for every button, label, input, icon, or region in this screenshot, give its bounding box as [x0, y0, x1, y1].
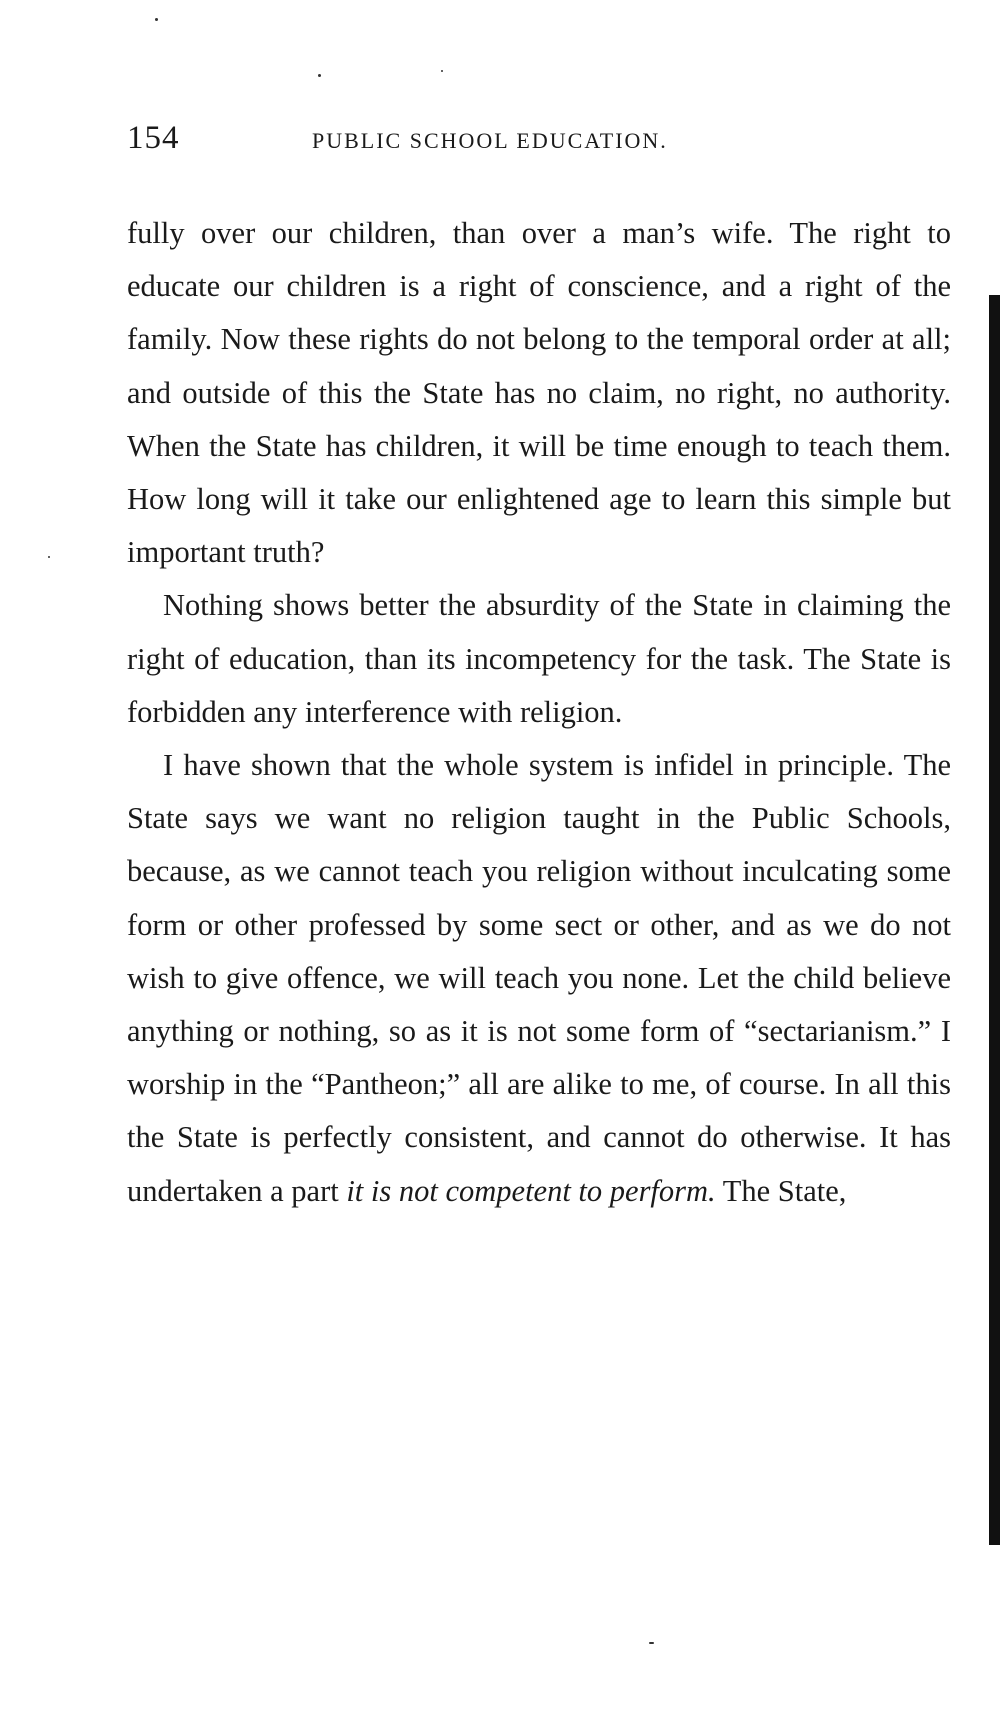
print-speck	[48, 556, 50, 558]
paragraph: Nothing shows better the absurdity of the State in claiming the right of education, than its incompetency for the task. The State is forbidden any interference with religion.	[127, 588, 951, 729]
paragraph-text: I have shown that the whole system is infidel in principle. The State says we want no religion taught in the Public Schools, because, as we cannot teach you religion without inculcating some form or other professed by some sect or other, and as we do not wish to give offence, we will teach you none. Let the child believe anything or nothing, so as it is not some form of “sectarianism.” I worship in the “Pantheon;” all are alike to me, of course. In all this the State is perfectly consistent, and cannot do otherwise. It has undertaken a part	[127, 748, 951, 1208]
paragraph	[127, 739, 951, 1218]
page-number: 154	[127, 120, 180, 156]
italic-phrase: it is not competent to perform.	[346, 1173, 716, 1208]
print-speck	[649, 1642, 654, 1644]
print-speck	[155, 18, 158, 21]
print-speck	[441, 70, 443, 72]
running-head	[127, 120, 951, 160]
print-speck	[318, 74, 321, 77]
body-text	[127, 207, 951, 1218]
running-title: PUBLIC SCHOOL EDUCATION.	[312, 128, 668, 153]
paragraph: fully over our children, than over a man’s wife. The right to educate our children is a right of conscience, and a right of the family. Now these rights do not belong to the temporal order at all; and outside of this the State has no claim, no right, no authority. When the State has children, it will be time enough to teach them. How long will it take our enlightened age to learn this simple but important truth?	[127, 216, 951, 570]
paragraph-text: The State,	[722, 1173, 847, 1208]
page-edge-shadow	[989, 295, 1000, 1545]
